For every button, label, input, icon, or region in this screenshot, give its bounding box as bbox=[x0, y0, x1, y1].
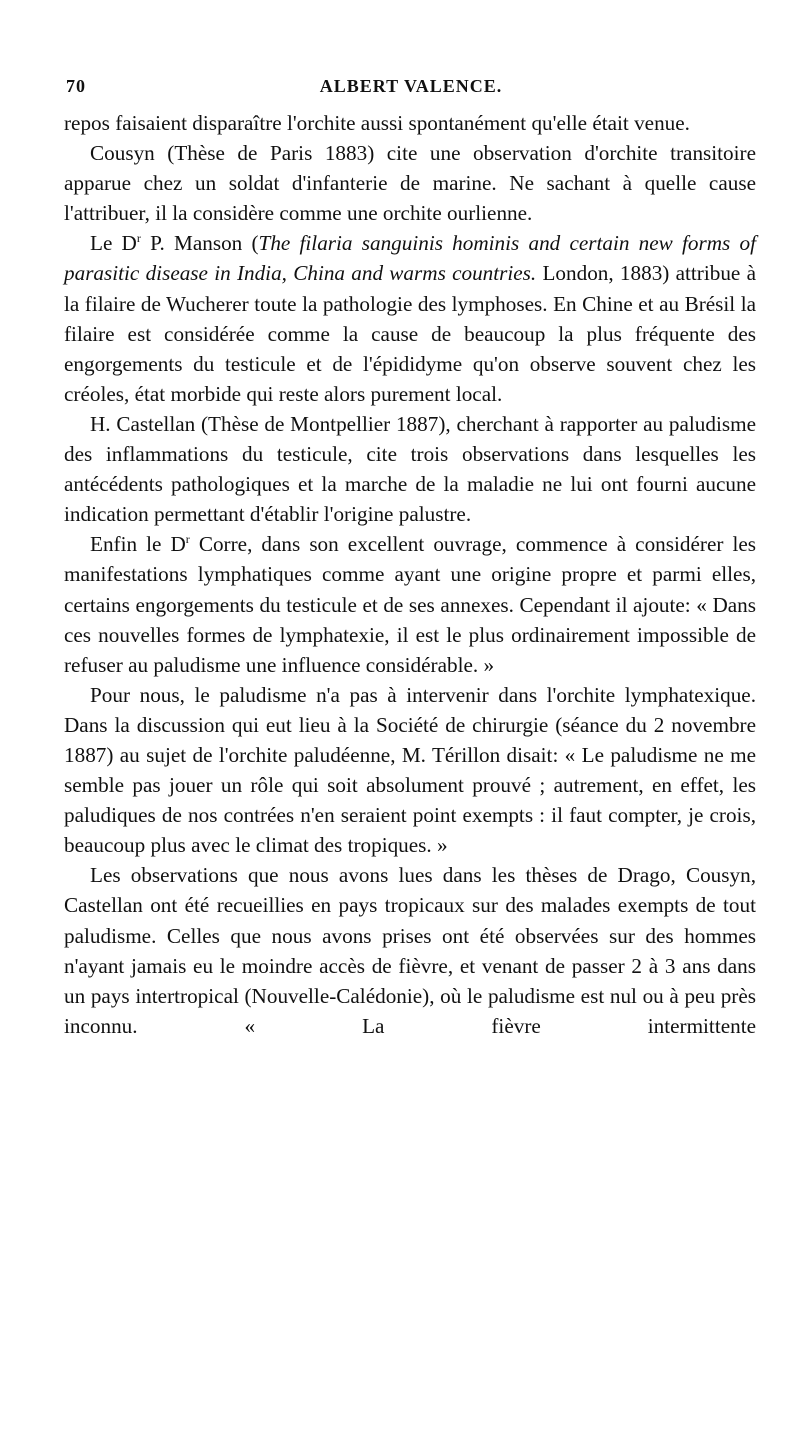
page-header bbox=[66, 76, 756, 102]
italic-title: The filaria sanguinis hominis and certain new forms of parasitic disease in India, China and warms countries. bbox=[64, 231, 756, 286]
paragraph-observations: Les observations que nous avons lues dans les thèses de Drago, Cousyn, Castellan ont été recueillies en pays tropicaux sur des malades exempts de tout paludisme. Celles que nous avons prises ont été observées sur des hommes n'ayant jamais eu le moindre accès de fièvre, et venant de passer 2 à 3 ans dans un pays intertropical (Nouvelle-Calédonie), où le paludisme est nul ou à peu près inconnu. « La fièvre intermittente bbox=[64, 863, 756, 1038]
superscript: r bbox=[185, 532, 190, 547]
superscript: r bbox=[136, 231, 141, 246]
running-title: ALBERT VALENCE. bbox=[319, 76, 503, 96]
page-number: 70 bbox=[66, 76, 86, 96]
paragraph-corre bbox=[64, 529, 756, 679]
text-run: Le D bbox=[90, 231, 137, 256]
paragraph-manson bbox=[64, 228, 756, 409]
text-run: P. Manson ( bbox=[140, 231, 259, 256]
paragraph-cousyn: Cousyn (Thèse de Paris 1883) cite une observation d'orchite transitoire apparue chez un soldat d'infanterie de marine. Ne sachant à quelle cause l'attribuer, il la considère comme une orchite ourlienne. bbox=[64, 141, 756, 226]
paragraph-terillon: Pour nous, le paludisme n'a pas à intervenir dans l'orchite lymphatexique. Dans la discussion qui eut lieu à la Société de chirurgie (séance du 2 novembre 1887) au sujet de l'orchite paludéenne, M. Térillon disait: « Le paludisme ne me semble pas jouer un rôle qui soit absolument prouvé ; autrement, en effet, les paludiques de nos contrées n'en seraient point exempts : il faut compter, je crois, beaucoup plus avec le climat des tropiques. » bbox=[64, 682, 756, 858]
body-text bbox=[64, 108, 756, 1041]
paragraph-continuation: repos faisaient disparaître l'orchite aussi spontanément qu'elle était venue. bbox=[64, 111, 690, 135]
text-run: Enfin le D bbox=[90, 532, 186, 557]
text-run: Corre, dans son excellent ouvrage, commence à considérer les manifestations lymphatiques comme ayant une origine propre et parmi elles, certains engorgements du testicule et de ses annexes. Cependant il ajoute: « Dans ces nouvelles formes de lymphatexie, il est le plus ordinairement impossible de refuser au paludisme une influence considérable. » bbox=[64, 532, 757, 677]
paragraph-castellan: H. Castellan (Thèse de Montpellier 1887), cherchant à rapporter au paludisme des inflammations du testicule, cite trois observations dans lesquelles les antécédents pathologiques et la marche de la maladie ne lui ont fourni aucune indication permettant d'établir l'origine palustre. bbox=[64, 411, 756, 527]
text-run: London, 1883) attribue à la filaire de Wucherer toute la pathologie des lymphoses. En Chine et au Brésil la filaire est considérée comme la cause de beaucoup la plus fréquente des engorgements du testicule et de l'épididyme qu'on observe souvent chez les créoles, état morbide qui reste alors purement local. bbox=[64, 261, 756, 406]
